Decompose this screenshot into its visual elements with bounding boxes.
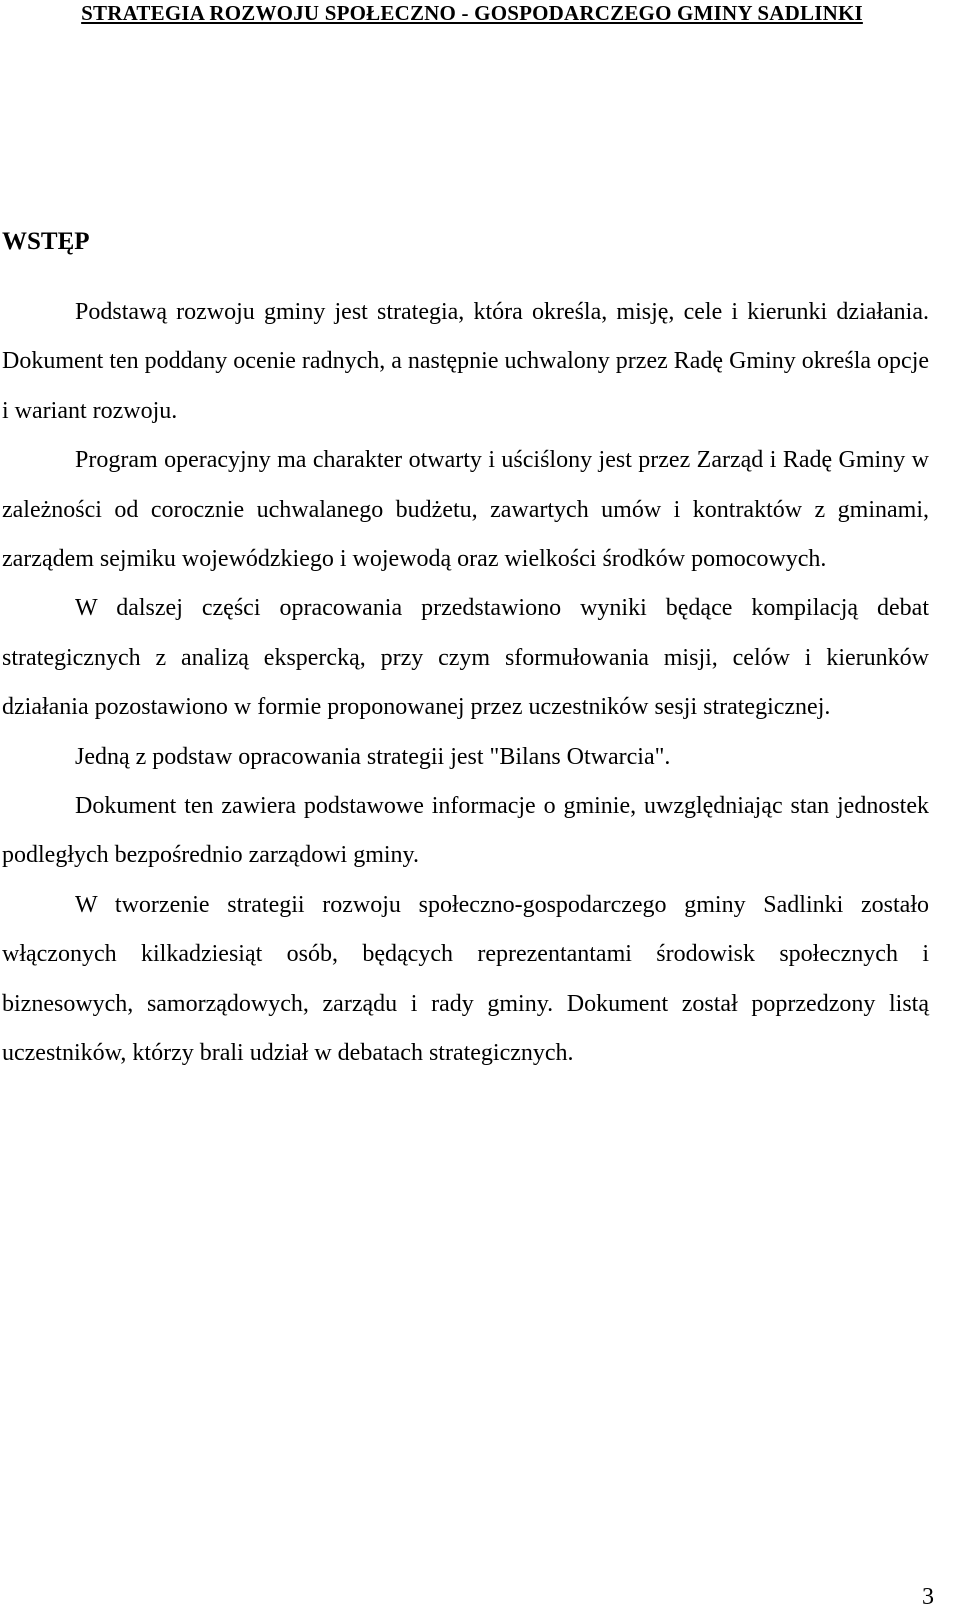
paragraph-2: Program operacyjny ma charakter otwarty i uściślony jest przez Zarząd i Radę Gminy w zależności od corocznie uchwalanego budżetu, zawartych umów i kontraktów z gminami, zarządem sejmiku wojewódzkiego i wojewodą oraz wielkości środków pomocowych.: [2, 447, 929, 573]
document-header-title: STRATEGIA ROZWOJU SPOŁECZNO - GOSPODARCZEGO GMINY SADLINKI: [81, 1, 863, 25]
page-number: 3: [922, 1584, 934, 1610]
paragraph-5: Dokument ten zawiera podstawowe informacje o gminie, uwzględniając stan jednostek podległych bezpośrednio zarządowi gminy.: [2, 793, 929, 869]
paragraph-4: Jedną z podstaw opracowania strategii jest "Bilans Otwarcia".: [75, 743, 671, 770]
paragraph-1: Podstawą rozwoju gminy jest strategia, która określa, misję, cele i kierunki działania. Dokument ten poddany ocenie radnych, a następnie uchwalony przez Radę Gminy określa opcje i wariant rozwoju.: [2, 299, 930, 424]
paragraph-3: W dalszej części opracowania przedstawiono wyniki będące kompilacją debat strategicznych z analizą ekspercką, przy czym sformułowania misji, celów i kierunków działania pozostawiono w formie proponowanej przez uczestników sesji strategicznej.: [2, 595, 929, 721]
section-title: WSTĘP: [2, 228, 90, 255]
paragraph-6: W tworzenie strategii rozwoju społeczno-gospodarczego gminy Sadlinki zostało włączonych kilkadziesiąt osób, będących reprezentantami środowisk społecznych i biznesowych, samorządowych, zarządu i rady gminy. Dokument został poprzedzony listą uczestników, którzy brali udział w debatach strategicznych.: [2, 891, 929, 1067]
body-text: [2, 288, 929, 1079]
